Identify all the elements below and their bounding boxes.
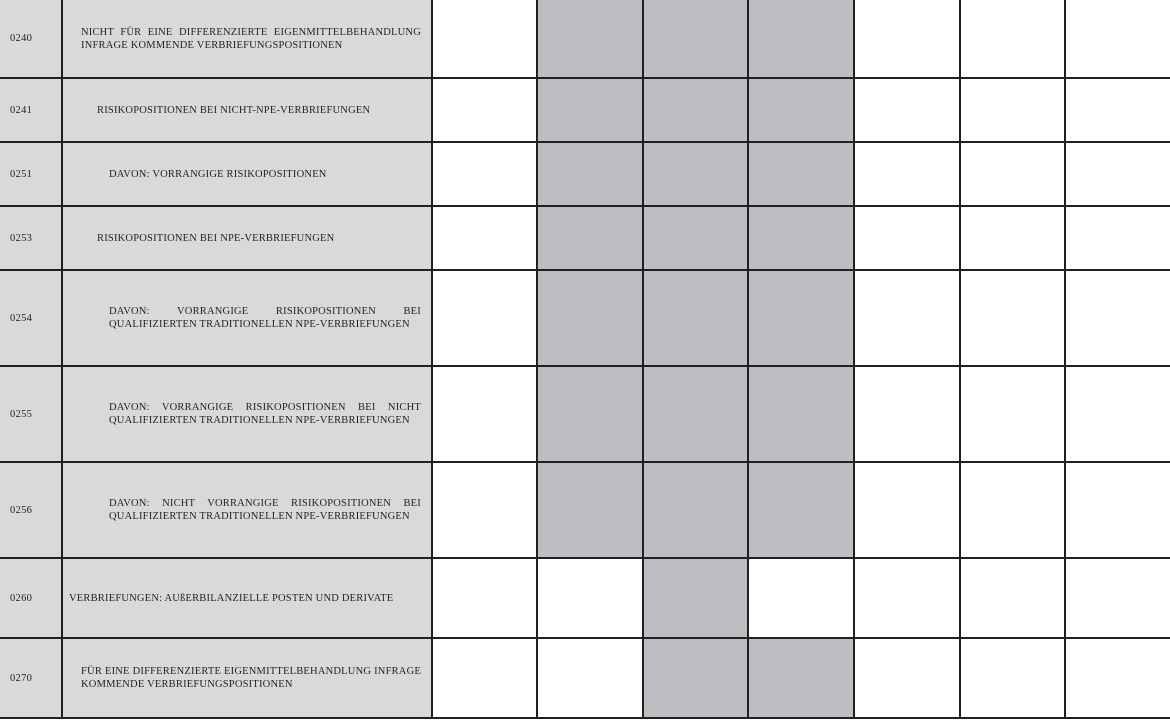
shaded-cell <box>643 142 748 206</box>
shaded-cell <box>537 78 643 142</box>
table-row <box>0 78 1170 142</box>
shaded-cell <box>643 462 748 558</box>
row-label-cell <box>62 366 432 462</box>
input-cell[interactable] <box>854 0 960 78</box>
input-cell[interactable] <box>1065 206 1170 270</box>
row-label-cell <box>62 462 432 558</box>
row-code: 0253 <box>0 206 62 270</box>
shaded-cell <box>537 366 643 462</box>
table-row <box>0 270 1170 366</box>
input-cell[interactable] <box>1065 0 1170 78</box>
input-cell[interactable] <box>854 558 960 638</box>
input-cell[interactable] <box>1065 78 1170 142</box>
input-cell[interactable] <box>432 142 537 206</box>
row-label: VERBRIEFUNGEN: AUßERBILANZIELLE POSTEN UND DERIVATE <box>69 592 394 604</box>
row-code: 0251 <box>0 142 62 206</box>
row-label: NICHT FÜR EINE DIFFERENZIERTE EIGENMITTELBEHANDLUNG INFRAGE KOMMENDE VERBRIEFUNGSPOSITIONEN <box>81 26 421 51</box>
input-cell[interactable] <box>854 638 960 718</box>
shaded-cell <box>748 78 854 142</box>
row-code: 0240 <box>0 0 62 78</box>
input-cell[interactable] <box>432 638 537 718</box>
input-cell[interactable] <box>960 462 1065 558</box>
row-code: 0255 <box>0 366 62 462</box>
input-cell[interactable] <box>432 0 537 78</box>
shaded-cell <box>748 0 854 78</box>
input-cell[interactable] <box>854 462 960 558</box>
row-label: RISIKOPOSITIONEN BEI NPE-VERBRIEFUNGEN <box>97 232 335 244</box>
row-code: 0256 <box>0 462 62 558</box>
input-cell[interactable] <box>1065 142 1170 206</box>
shaded-cell <box>643 638 748 718</box>
input-cell[interactable] <box>748 558 854 638</box>
row-label-cell <box>62 206 432 270</box>
shaded-cell <box>748 638 854 718</box>
row-label: DAVON: NICHT VORRANGIGE RISIKOPOSITIONEN BEI QUALIFIZIERTEN TRADITIONELLEN NPE-VERBRIEFUNGEN <box>109 498 421 522</box>
row-label-cell <box>62 270 432 366</box>
input-cell[interactable] <box>960 0 1065 78</box>
table-row <box>0 638 1170 718</box>
shaded-cell <box>748 206 854 270</box>
row-code: 0260 <box>0 558 62 638</box>
row-label-cell <box>62 78 432 142</box>
input-cell[interactable] <box>960 142 1065 206</box>
row-label: FÜR EINE DIFFERENZIERTE EIGENMITTELBEHANDLUNG INFRAGE KOMMENDE VERBRIEFUNGSPOSITIONEN <box>81 666 421 690</box>
shaded-cell <box>643 270 748 366</box>
input-cell[interactable] <box>1065 366 1170 462</box>
input-cell[interactable] <box>432 558 537 638</box>
input-cell[interactable] <box>432 206 537 270</box>
input-cell[interactable] <box>960 638 1065 718</box>
row-code: 0254 <box>0 270 62 366</box>
shaded-cell <box>537 270 643 366</box>
shaded-cell <box>643 206 748 270</box>
shaded-cell <box>537 0 643 78</box>
input-cell[interactable] <box>1065 462 1170 558</box>
input-cell[interactable] <box>960 78 1065 142</box>
shaded-cell <box>643 0 748 78</box>
shaded-cell <box>748 142 854 206</box>
input-cell[interactable] <box>1065 558 1170 638</box>
row-label-cell <box>62 0 432 78</box>
shaded-cell <box>537 462 643 558</box>
row-label: DAVON: VORRANGIGE RISIKOPOSITIONEN BEI QUALIFIZIERTEN TRADITIONELLEN NPE-VERBRIEFUNGEN <box>109 306 421 330</box>
input-cell[interactable] <box>432 366 537 462</box>
input-cell[interactable] <box>1065 270 1170 366</box>
row-label: RISIKOPOSITIONEN BEI NICHT-NPE-VERBRIEFUNGEN <box>97 104 371 116</box>
row-label: DAVON: VORRANGIGE RISIKOPOSITIONEN BEI NICHT QUALIFIZIERTEN TRADITIONELLEN NPE-VERBRIEFUNGEN <box>109 402 421 426</box>
row-code: 0241 <box>0 78 62 142</box>
input-cell[interactable] <box>960 366 1065 462</box>
row-label-cell <box>62 638 432 718</box>
input-cell[interactable] <box>854 270 960 366</box>
shaded-cell <box>537 206 643 270</box>
shaded-cell <box>748 270 854 366</box>
input-cell[interactable] <box>960 206 1065 270</box>
input-cell[interactable] <box>854 78 960 142</box>
table-row <box>0 0 1170 78</box>
input-cell[interactable] <box>1065 638 1170 718</box>
table-row <box>0 366 1170 462</box>
table-row <box>0 206 1170 270</box>
row-label-cell <box>62 142 432 206</box>
input-cell[interactable] <box>960 558 1065 638</box>
table-row <box>0 462 1170 558</box>
table-row <box>0 558 1170 638</box>
shaded-cell <box>748 462 854 558</box>
input-cell[interactable] <box>432 78 537 142</box>
input-cell[interactable] <box>854 142 960 206</box>
input-cell[interactable] <box>537 558 643 638</box>
shaded-cell <box>748 366 854 462</box>
input-cell[interactable] <box>960 270 1065 366</box>
row-label-cell <box>62 558 432 638</box>
row-label: DAVON: VORRANGIGE RISIKOPOSITIONEN <box>109 168 327 180</box>
input-cell[interactable] <box>432 462 537 558</box>
input-cell[interactable] <box>432 270 537 366</box>
shaded-cell <box>537 142 643 206</box>
shaded-cell <box>643 366 748 462</box>
shaded-cell <box>643 78 748 142</box>
shaded-cell <box>643 558 748 638</box>
row-code: 0270 <box>0 638 62 718</box>
input-cell[interactable] <box>854 366 960 462</box>
input-cell[interactable] <box>537 638 643 718</box>
table-row <box>0 142 1170 206</box>
input-cell[interactable] <box>854 206 960 270</box>
